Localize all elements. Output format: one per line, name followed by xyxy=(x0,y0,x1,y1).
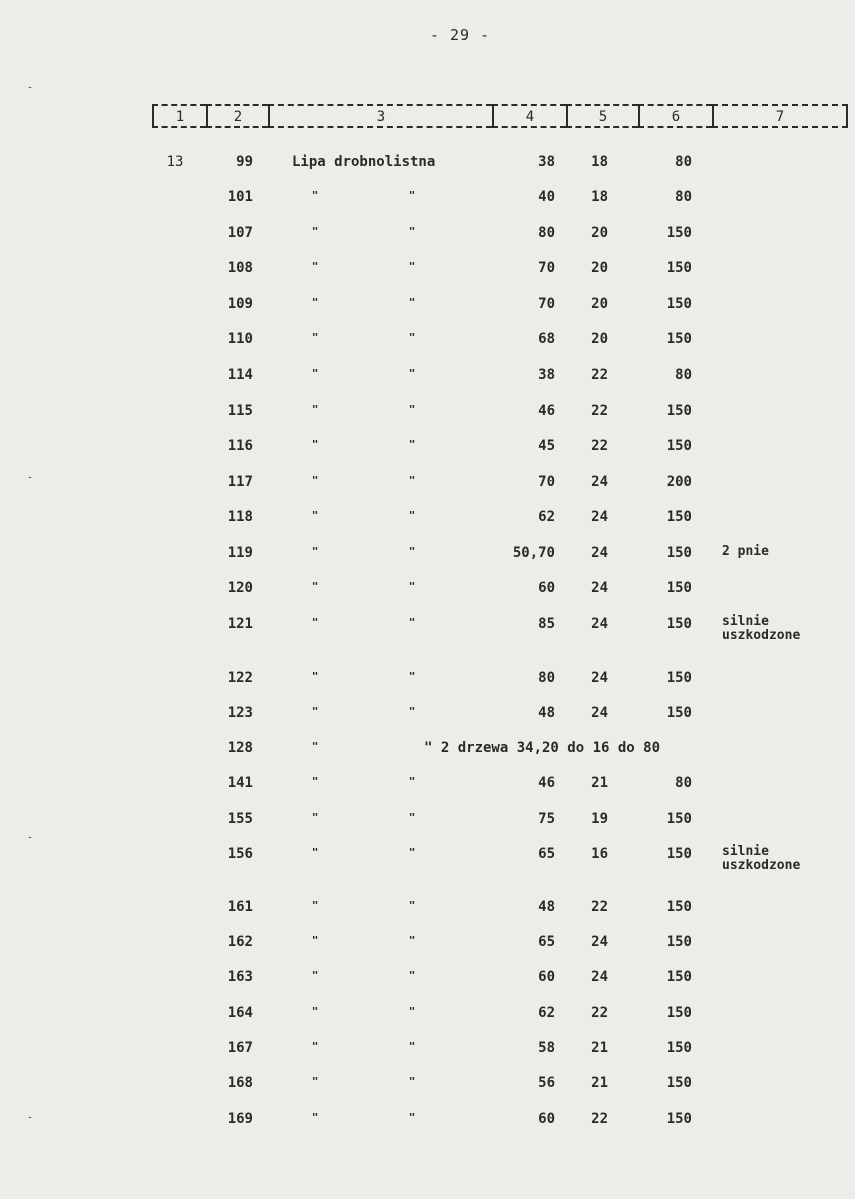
tree-number: 121 xyxy=(227,616,253,632)
trunk-circumference: 56 xyxy=(538,1075,555,1091)
ditto-mark: " xyxy=(408,474,416,487)
ditto-mark: " xyxy=(408,189,416,202)
trunk-circumference: 62 xyxy=(538,1005,555,1021)
ditto-mark: " xyxy=(408,403,416,416)
trunk-circumference: 38 xyxy=(538,367,555,383)
crown-diameter: 150 xyxy=(666,1111,692,1127)
crown-diameter: 80 xyxy=(675,367,692,383)
margin-tick-mark: ˗ xyxy=(28,470,32,484)
crown-diameter: 150 xyxy=(666,705,692,721)
ditto-mark: " xyxy=(408,846,416,859)
tree-height: 18 xyxy=(591,154,608,170)
tree-height: 21 xyxy=(591,1075,608,1091)
trunk-circumference: 46 xyxy=(538,775,555,791)
crown-diameter: 150 xyxy=(666,846,692,862)
crown-diameter: 80 xyxy=(675,775,692,791)
crown-diameter: 150 xyxy=(666,509,692,525)
trunk-circumference: 58 xyxy=(538,1040,555,1056)
tree-number: 164 xyxy=(227,1005,253,1021)
ditto-mark: " xyxy=(408,509,416,522)
tree-height: 21 xyxy=(591,1040,608,1056)
tree-height: 18 xyxy=(591,189,608,205)
ditto-mark: " xyxy=(408,899,416,912)
ditto-mark: " xyxy=(311,545,319,558)
ditto-mark: " xyxy=(408,367,416,380)
tree-number: 114 xyxy=(227,367,253,383)
remarks: silnie uszkodzone xyxy=(722,844,801,873)
margin-tick-mark: ˗ xyxy=(28,830,32,844)
tree-number: 167 xyxy=(227,1040,253,1056)
trunk-circumference: 75 xyxy=(538,811,555,827)
tree-height: 24 xyxy=(591,509,608,525)
tree-height: 24 xyxy=(591,580,608,596)
ditto-mark: " xyxy=(408,1111,416,1124)
ditto-mark: " xyxy=(311,403,319,416)
margin-tick-mark: ˗ xyxy=(28,80,32,94)
crown-diameter: 150 xyxy=(666,1040,692,1056)
crown-diameter: 150 xyxy=(666,811,692,827)
ditto-mark: " xyxy=(408,705,416,718)
ditto-mark: " xyxy=(311,260,319,273)
tree-number: 101 xyxy=(227,189,253,205)
header-col-2: 2 xyxy=(206,104,268,128)
tree-number: 156 xyxy=(227,846,253,862)
crown-diameter: 150 xyxy=(666,1005,692,1021)
tree-number: 107 xyxy=(227,225,253,241)
tree-height: 22 xyxy=(591,367,608,383)
tree-number: 168 xyxy=(227,1075,253,1091)
ditto-mark: " xyxy=(311,225,319,238)
tree-number: 119 xyxy=(227,545,253,561)
tree-height: 22 xyxy=(591,1111,608,1127)
tree-height: 24 xyxy=(591,670,608,686)
ditto-mark: " xyxy=(311,296,319,309)
ditto-mark: " xyxy=(311,474,319,487)
ditto-mark: " xyxy=(311,740,319,753)
trunk-circumference: 62 xyxy=(538,509,555,525)
trunk-circumference: 70 xyxy=(538,260,555,276)
crown-diameter: 150 xyxy=(666,296,692,312)
trunk-circumference: 68 xyxy=(538,331,555,347)
tree-number: 110 xyxy=(227,331,253,347)
tree-number: 163 xyxy=(227,969,253,985)
tree-height: 24 xyxy=(591,474,608,490)
tree-height: 22 xyxy=(591,1005,608,1021)
tree-number: 118 xyxy=(227,509,253,525)
ditto-mark: " xyxy=(311,580,319,593)
ditto-mark: " xyxy=(408,1040,416,1053)
trunk-circumference: 45 xyxy=(538,438,555,454)
ditto-mark: " xyxy=(311,670,319,683)
tree-height: 20 xyxy=(591,260,608,276)
crown-diameter: 200 xyxy=(666,474,692,490)
trunk-circumference: 48 xyxy=(538,899,555,915)
tree-height: 20 xyxy=(591,225,608,241)
header-col-5: 5 xyxy=(566,104,638,128)
tree-height: 21 xyxy=(591,775,608,791)
tree-height: 24 xyxy=(591,969,608,985)
header-col-6: 6 xyxy=(638,104,712,128)
ditto-mark: " xyxy=(311,846,319,859)
margin-tick-mark: ˗ xyxy=(28,1110,32,1124)
trunk-circumference: 65 xyxy=(538,846,555,862)
tree-height: 22 xyxy=(591,899,608,915)
crown-diameter: 150 xyxy=(666,899,692,915)
tree-number: 141 xyxy=(227,775,253,791)
ditto-mark: " xyxy=(408,1005,416,1018)
special-entry: " 2 drzewa 34,20 do 16 do 80 xyxy=(424,740,661,756)
crown-diameter: 150 xyxy=(666,545,692,561)
remarks: silnie uszkodzone xyxy=(722,614,801,643)
tree-number: 128 xyxy=(227,740,253,756)
ditto-mark: " xyxy=(408,969,416,982)
ditto-mark: " xyxy=(311,1040,319,1053)
trunk-circumference: 85 xyxy=(538,616,555,632)
tree-number: 116 xyxy=(227,438,253,454)
crown-diameter: 150 xyxy=(666,225,692,241)
tree-number: 122 xyxy=(227,670,253,686)
ditto-mark: " xyxy=(311,934,319,947)
trunk-circumference: 48 xyxy=(538,705,555,721)
trunk-circumference: 46 xyxy=(538,403,555,419)
crown-diameter: 150 xyxy=(666,438,692,454)
crown-diameter: 150 xyxy=(666,580,692,596)
trunk-circumference: 50,70 xyxy=(512,545,555,561)
tree-number: 161 xyxy=(227,899,253,915)
tree-height: 24 xyxy=(591,545,608,561)
ditto-mark: " xyxy=(408,775,416,788)
tree-number: 115 xyxy=(227,403,253,419)
ditto-mark: " xyxy=(311,1075,319,1088)
tree-height: 22 xyxy=(591,438,608,454)
ditto-mark: " xyxy=(311,509,319,522)
tree-number: 109 xyxy=(227,296,253,312)
tree-height: 24 xyxy=(591,705,608,721)
ditto-mark: " xyxy=(408,438,416,451)
tree-height: 20 xyxy=(591,296,608,312)
ditto-mark: " xyxy=(311,438,319,451)
tree-height: 20 xyxy=(591,331,608,347)
tree-height: 22 xyxy=(591,403,608,419)
trunk-circumference: 38 xyxy=(538,154,555,170)
crown-diameter: 150 xyxy=(666,969,692,985)
header-col-7: 7 xyxy=(712,104,848,128)
crown-diameter: 150 xyxy=(666,331,692,347)
crown-diameter: 150 xyxy=(666,616,692,632)
ditto-mark: " xyxy=(311,899,319,912)
header-col-4: 4 xyxy=(492,104,566,128)
tree-number: 155 xyxy=(227,811,253,827)
trunk-circumference: 70 xyxy=(538,474,555,490)
tree-number: 169 xyxy=(227,1111,253,1127)
tree-height: 19 xyxy=(591,811,608,827)
tree-number: 123 xyxy=(227,705,253,721)
trunk-circumference: 60 xyxy=(538,1111,555,1127)
ditto-mark: " xyxy=(408,545,416,558)
crown-diameter: 150 xyxy=(666,260,692,276)
trunk-circumference: 70 xyxy=(538,296,555,312)
trunk-circumference: 80 xyxy=(538,225,555,241)
ditto-mark: " xyxy=(408,260,416,273)
tree-number: 120 xyxy=(227,580,253,596)
crown-diameter: 150 xyxy=(666,670,692,686)
tree-height: 24 xyxy=(591,616,608,632)
trunk-circumference: 40 xyxy=(538,189,555,205)
trunk-circumference: 80 xyxy=(538,670,555,686)
ditto-mark: " xyxy=(311,969,319,982)
ditto-mark: " xyxy=(311,189,319,202)
page-number: - 29 - xyxy=(429,26,491,44)
tree-height: 16 xyxy=(591,846,608,862)
ditto-mark: " xyxy=(311,367,319,380)
tree-number: 117 xyxy=(227,474,253,490)
tree-height: 24 xyxy=(591,934,608,950)
tree-number: 99 xyxy=(236,154,253,170)
ditto-mark: " xyxy=(408,670,416,683)
crown-diameter: 150 xyxy=(666,403,692,419)
lot-number: 13 xyxy=(166,154,184,170)
ditto-mark: " xyxy=(408,331,416,344)
ditto-mark: " xyxy=(311,331,319,344)
ditto-mark: " xyxy=(408,225,416,238)
ditto-mark: " xyxy=(408,1075,416,1088)
ditto-mark: " xyxy=(311,705,319,718)
crown-diameter: 80 xyxy=(675,189,692,205)
species-name: Lipa drobnolistna xyxy=(292,154,436,170)
header-col-3: 3 xyxy=(268,104,492,128)
ditto-mark: " xyxy=(408,616,416,629)
trunk-circumference: 65 xyxy=(538,934,555,950)
ditto-mark: " xyxy=(311,775,319,788)
crown-diameter: 150 xyxy=(666,934,692,950)
ditto-mark: " xyxy=(311,811,319,824)
trunk-circumference: 60 xyxy=(538,580,555,596)
ditto-mark: " xyxy=(311,1111,319,1124)
ditto-mark: " xyxy=(311,616,319,629)
crown-diameter: 80 xyxy=(675,154,692,170)
ditto-mark: " xyxy=(408,811,416,824)
ditto-mark: " xyxy=(408,934,416,947)
ditto-mark: " xyxy=(408,580,416,593)
remarks: 2 pnie xyxy=(722,544,769,559)
tree-number: 108 xyxy=(227,260,253,276)
crown-diameter: 150 xyxy=(666,1075,692,1091)
header-col-1: 1 xyxy=(152,104,206,128)
tree-number: 162 xyxy=(227,934,253,950)
ditto-mark: " xyxy=(408,296,416,309)
ditto-mark: " xyxy=(311,1005,319,1018)
trunk-circumference: 60 xyxy=(538,969,555,985)
